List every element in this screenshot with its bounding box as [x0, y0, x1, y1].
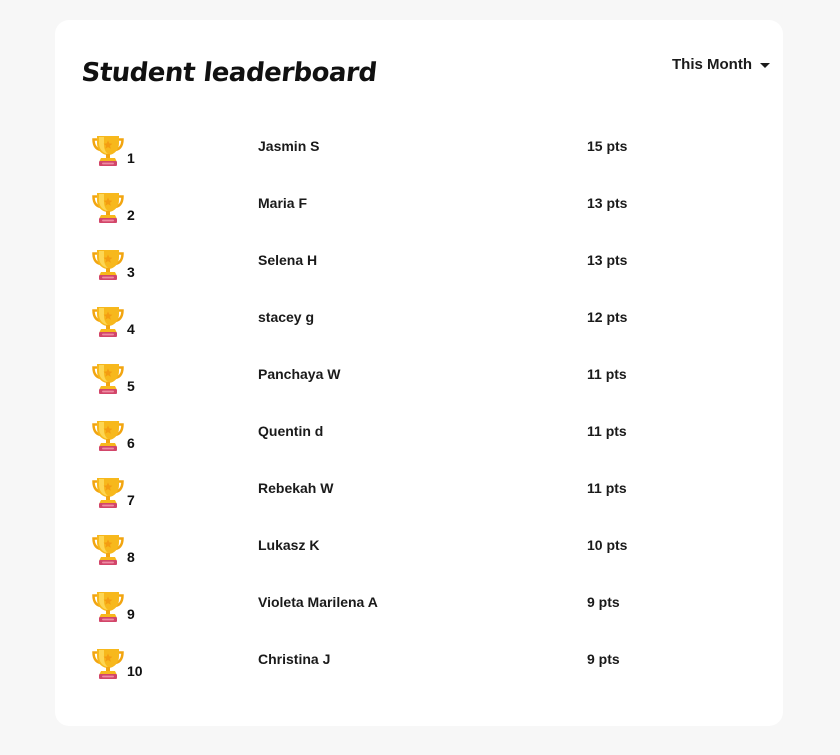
- trophy-icon: [90, 246, 126, 282]
- rank-number: 4: [127, 321, 135, 337]
- student-name: Christina J: [258, 651, 331, 667]
- student-points: 9 pts: [587, 651, 620, 667]
- rank-cell: [90, 246, 135, 282]
- trophy-icon: [90, 132, 126, 168]
- rank-cell: [90, 360, 135, 396]
- student-name: Quentin d: [258, 423, 324, 439]
- rank-number: 7: [127, 492, 135, 508]
- rank-number: 6: [127, 435, 135, 451]
- student-name: Maria F: [258, 195, 308, 211]
- rank-number: 1: [127, 150, 135, 166]
- student-name: stacey g: [258, 309, 315, 325]
- leaderboard-row: [55, 348, 783, 405]
- student-name: Violeta Marilena A: [258, 594, 378, 610]
- rank-number: 2: [127, 207, 135, 223]
- rank-number: 8: [127, 549, 135, 565]
- student-name: Lukasz K: [258, 537, 320, 553]
- leaderboard-row: [55, 234, 783, 291]
- student-points: 15 pts: [587, 138, 628, 154]
- rank-number: 10: [127, 663, 143, 679]
- rank-cell: [90, 417, 135, 453]
- student-points: 11 pts: [587, 480, 627, 496]
- rank-number: 9: [127, 606, 135, 622]
- trophy-icon: [90, 417, 126, 453]
- rank-cell: [90, 189, 135, 225]
- page-title: Student leaderboard: [80, 58, 379, 88]
- student-name: Panchaya W: [258, 366, 341, 382]
- rank-cell: [90, 474, 135, 510]
- student-points: 9 pts: [587, 594, 620, 610]
- rank-cell: [90, 303, 135, 339]
- leaderboard-row: [55, 120, 783, 177]
- student-points: 10 pts: [587, 537, 628, 553]
- chevron-down-icon: [760, 63, 770, 68]
- rank-cell: [90, 132, 135, 168]
- period-label: This Month: [672, 56, 752, 73]
- trophy-icon: [90, 645, 126, 681]
- leaderboard-row: [55, 576, 783, 633]
- leaderboard-row: [55, 405, 783, 462]
- student-points: 13 pts: [587, 195, 628, 211]
- trophy-icon: [90, 531, 126, 567]
- trophy-icon: [90, 588, 126, 624]
- trophy-icon: [90, 189, 126, 225]
- trophy-icon: [90, 474, 126, 510]
- rank-number: 5: [127, 378, 135, 394]
- leaderboard-row: [55, 462, 783, 519]
- rank-cell: [90, 531, 135, 567]
- leaderboard-row: [55, 633, 783, 690]
- student-name: Jasmin S: [258, 138, 320, 154]
- rank-number: 3: [127, 264, 135, 280]
- rank-cell: [90, 588, 135, 624]
- leaderboard-row: [55, 291, 783, 348]
- student-points: 11 pts: [587, 366, 627, 382]
- leaderboard-row: [55, 177, 783, 234]
- student-points: 13 pts: [587, 252, 628, 268]
- leaderboard-row: [55, 519, 783, 576]
- trophy-icon: [90, 303, 126, 339]
- rank-cell: [90, 645, 143, 681]
- student-name: Selena H: [258, 252, 318, 268]
- student-name: Rebekah W: [258, 480, 334, 496]
- student-points: 12 pts: [587, 309, 628, 325]
- leaderboard-card: [55, 20, 783, 726]
- trophy-icon: [90, 360, 126, 396]
- leaderboard-list: [55, 120, 783, 690]
- student-points: 11 pts: [587, 423, 627, 439]
- period-dropdown[interactable]: [672, 56, 770, 73]
